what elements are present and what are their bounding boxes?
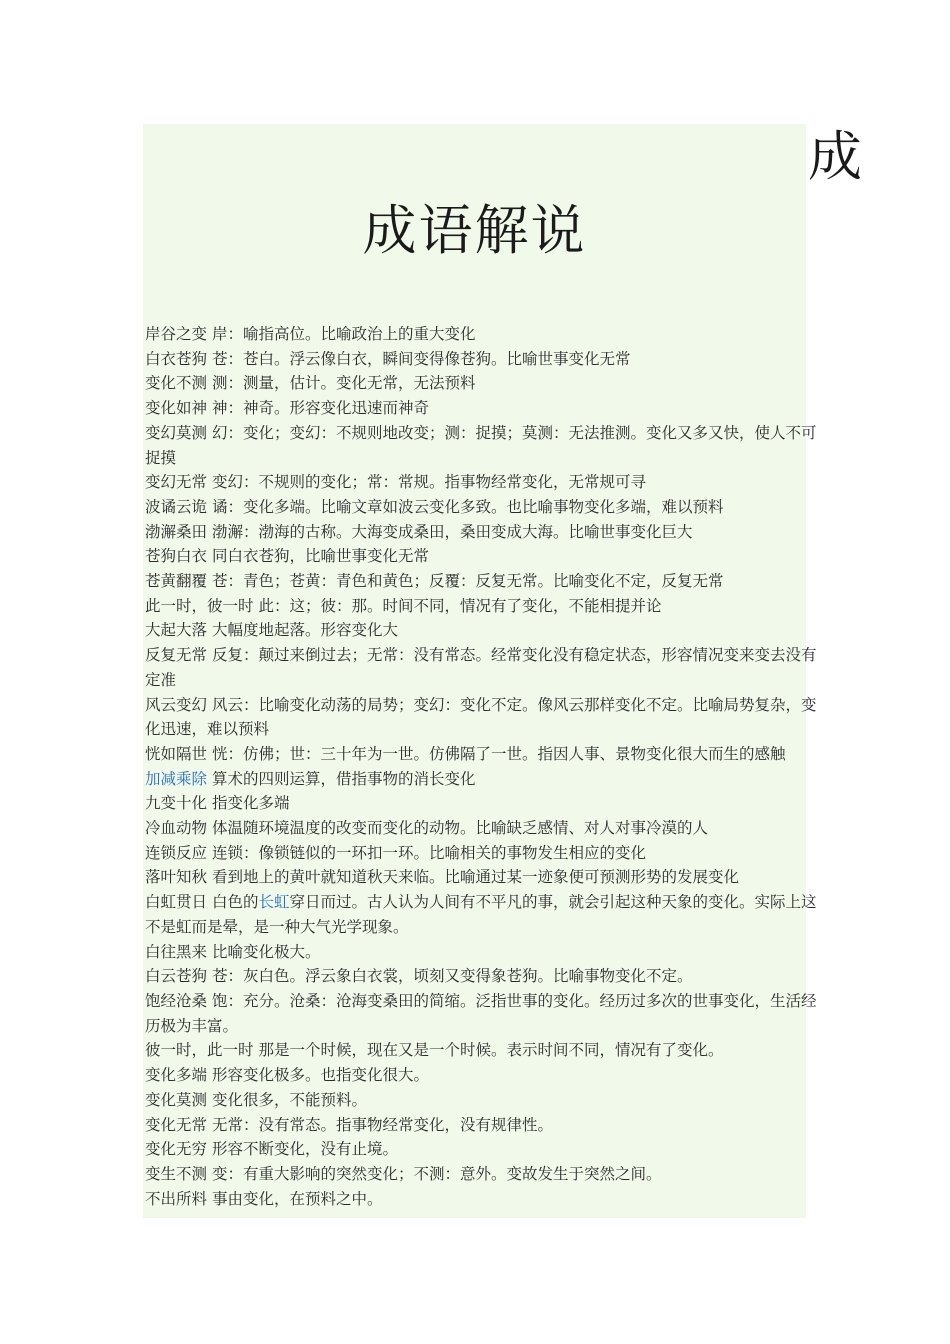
idiom-definition: 渤澥：渤海的古称。大海变成桑田，桑田变成大海。比喻世事变化巨大	[211, 522, 693, 541]
idiom-term: 白云苍狗	[145, 967, 208, 986]
idiom-entry	[145, 742, 817, 767]
idiom-entry	[145, 371, 817, 396]
idiom-definition: 比喻变化极大。	[211, 942, 321, 961]
idiom-entry	[145, 495, 817, 520]
idiom-entry	[145, 865, 817, 890]
idiom-term: 彼一时，此一时	[145, 1041, 254, 1060]
idiom-term: 九变十化	[145, 794, 208, 813]
idiom-definition: 此：这；彼：那。时间不同，情况有了变化，不能相提并论	[258, 596, 662, 615]
idiom-definition: 变幻：不规则的变化；常：常规。指事物经常变化，无常规可寻	[211, 473, 646, 492]
idiom-term: 风云变幻	[145, 695, 208, 714]
idiom-term: 变生不测	[145, 1164, 208, 1183]
idiom-entry	[145, 767, 817, 792]
idiom-entry	[145, 890, 817, 939]
idiom-term: 变幻无常	[145, 473, 208, 492]
idiom-term: 渤澥桑田	[145, 522, 208, 541]
page-title: 成语解说	[362, 199, 587, 262]
idiom-definition: 风云：比喻变化动荡的局势；变幻：变化不定。像风云那样变化不定。比喻局势复杂，变化迅速，难以预料	[145, 695, 817, 739]
idiom-entry	[145, 470, 817, 495]
idiom-definition: 事由变化，在预料之中。	[211, 1189, 383, 1208]
idiom-term: 苍狗白衣	[145, 547, 208, 566]
idiom-entry	[145, 841, 817, 866]
idiom-entry	[145, 693, 817, 742]
idiom-definition: 反复：颠过来倒过去；无常：没有常态。经常变化没有稳定状态，形容情况变来变去没有定准	[145, 646, 817, 689]
definition-link[interactable]: 长虹	[258, 893, 290, 912]
idiom-definition: 那是一个时候，现在又是一个时候。表示时间不同，情况有了变化。	[258, 1041, 724, 1060]
idiom-entry	[145, 940, 817, 965]
idiom-definition: 苍：苍白。浮云像白衣，瞬间变得像苍狗。比喻世事变化无常	[211, 349, 631, 368]
idiom-entry	[145, 1162, 817, 1187]
idiom-definition: 看到地上的黄叶就知道秋天来临。比喻通过某一迹象便可预测形势的发展变化	[211, 868, 739, 887]
idiom-definition: 大幅度地起落。形容变化大	[211, 621, 398, 640]
idiom-term: 变化无穷	[145, 1140, 208, 1159]
idiom-entry	[145, 396, 817, 421]
idiom-term: 变化无常	[145, 1115, 208, 1134]
idiom-list	[145, 322, 817, 1211]
idiom-term: 连锁反应	[145, 843, 208, 862]
idiom-entry	[145, 791, 817, 816]
idiom-term: 变化多端	[145, 1066, 208, 1085]
idiom-term: 反复无常	[145, 646, 208, 665]
idiom-entry	[145, 964, 817, 989]
idiom-term: 变化不测	[145, 374, 208, 393]
idiom-term: 落叶知秋	[145, 868, 208, 887]
idiom-definition: 测：测量，估计。变化无常，无法预料	[211, 374, 476, 393]
idiom-definition: 形容变化极多。也指变化很大。	[211, 1066, 429, 1085]
idiom-term: 大起大落	[145, 621, 208, 640]
idiom-link[interactable]: 加减乘除	[145, 769, 208, 788]
idiom-entry	[145, 816, 817, 841]
idiom-entry	[145, 618, 817, 643]
idiom-entry	[145, 544, 817, 569]
idiom-entry	[145, 1113, 817, 1138]
idiom-term: 波谲云诡	[145, 497, 208, 516]
definition-text: 白色的	[211, 893, 259, 912]
idiom-definition: 幻：变化；变幻：不规则地改变；测：捉摸；莫测：无法推测。变化又多又快，使人不可捉摸	[145, 423, 817, 467]
idiom-definition: 饱：充分。沧桑：沧海变桑田的简缩。泛指世事的变化。经历过多次的世事变化，生活经历极为丰富。	[145, 991, 817, 1035]
idiom-term: 恍如隔世	[145, 744, 208, 763]
idiom-definition	[145, 893, 817, 936]
idiom-entry	[145, 643, 817, 692]
header-fragment: 成	[808, 125, 862, 188]
idiom-entry	[145, 421, 817, 470]
idiom-definition: 神：神奇。形容变化迅速而神奇	[211, 399, 429, 418]
idiom-entry	[145, 1038, 817, 1063]
idiom-term: 变幻莫测	[145, 423, 208, 442]
definition-text: 穿日而过。古人认为人间有不平凡的事，就会引起这种天象的变化。实际上这不是虹而是晕，是一种大气光学现象。	[145, 893, 817, 936]
idiom-term: 岸谷之变	[145, 325, 208, 343]
idiom-entry	[145, 1088, 817, 1113]
idiom-term: 冷血动物	[145, 819, 208, 838]
idiom-definition: 无常：没有常态。指事物经常变化，没有规律性。	[211, 1115, 553, 1134]
idiom-definition: 变：有重大影响的突然变化；不测：意外。变故发生于突然之间。	[211, 1164, 662, 1183]
idiom-definition: 同白衣苍狗，比喻世事变化无常	[211, 547, 429, 566]
idiom-entry	[145, 520, 817, 545]
idiom-term: 此一时，彼一时	[145, 596, 254, 615]
idiom-entry	[145, 322, 817, 347]
idiom-term: 变化莫测	[145, 1090, 208, 1109]
idiom-entry	[145, 569, 817, 594]
idiom-entry	[145, 1063, 817, 1088]
idiom-definition: 体温随环境温度的改变而变化的动物。比喻缺乏感情、对人对事冷漠的人	[211, 819, 708, 838]
idiom-entry	[145, 989, 817, 1038]
idiom-entry	[145, 594, 817, 619]
idiom-definition: 连锁：像锁链似的一环扣一环。比喻相关的事物发生相应的变化	[211, 843, 646, 862]
idiom-term: 白虹贯日	[145, 893, 208, 912]
idiom-definition: 形容不断变化，没有止境。	[211, 1140, 398, 1159]
idiom-definition: 算术的四则运算，借指事物的消长变化	[211, 769, 476, 788]
idiom-definition: 岸：喻指高位。比喻政治上的重大变化	[211, 325, 476, 343]
idiom-term: 白衣苍狗	[145, 349, 208, 368]
idiom-definition: 变化很多，不能预料。	[211, 1090, 367, 1109]
idiom-definition: 苍：青色；苍黄：青色和黄色；反覆：反复无常。比喻变化不定，反复无常	[211, 572, 724, 591]
idiom-entry	[145, 347, 817, 372]
idiom-entry	[145, 1137, 817, 1162]
idiom-definition: 指变化多端	[211, 794, 290, 813]
idiom-term: 白往黑来	[145, 942, 208, 961]
idiom-term: 苍黄翻覆	[145, 572, 208, 591]
idiom-term: 饱经沧桑	[145, 991, 208, 1010]
idiom-term: 变化如神	[145, 399, 208, 418]
idiom-definition: 恍：仿佛；世：三十年为一世。仿佛隔了一世。指因人事、景物变化很大而生的感触	[211, 744, 786, 763]
idiom-entry	[145, 1187, 817, 1212]
idiom-definition: 苍：灰白色。浮云象白衣裳，顷刻又变得象苍狗。比喻事物变化不定。	[211, 967, 693, 986]
idiom-term: 不出所料	[145, 1189, 208, 1208]
idiom-definition: 谲：变化多端。比喻文章如波云变化多致。也比喻事物变化多端，难以预料	[211, 497, 724, 516]
